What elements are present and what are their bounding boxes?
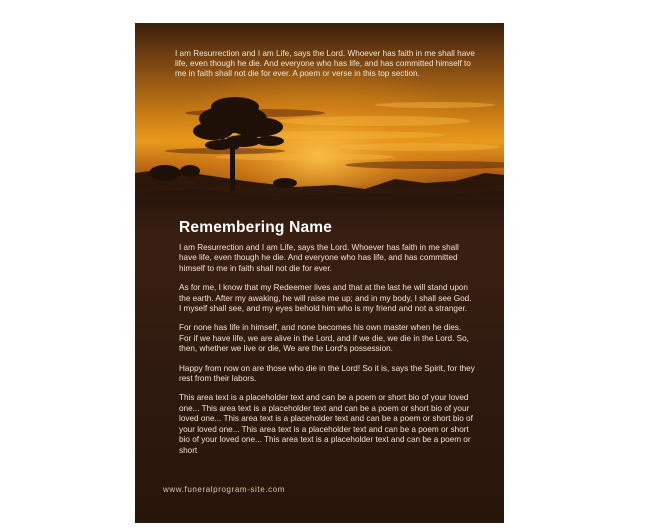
top-verse: I am Resurrection and I am Life, says the Lord. Whoever has faith in me shall have life, even though he die. And everyone who has life, and has committed himself to me in faith shall not die for ever. A poem or verse in this top section. <box>175 49 475 79</box>
body-text <box>179 243 475 465</box>
paragraph: For none has life in himself, and none becomes his own master when he dies. For if we have life, we are alive in the Lord, and if we die, we die in the Lord. So, then, whether we live or die, We are the Lord's possession. <box>179 323 469 354</box>
paragraph: This area text is a placeholder text and can be a poem or short bio of your loved one... This area text is a placeholder text and can be a poem or short bio of your loved one... This area text is a placeholder text and can be a poem or short bio of your loved one... This area text is a placeholder text and can be a poem or short bio of your loved one... This area text is a placeholder text and can be a poem or short <box>179 393 473 455</box>
footer-url: www.funeralprogram-site.com <box>163 485 286 494</box>
paragraph: As for me, I know that my Redeemer lives and that at the last he will stand upon the earth. After my awaking, he will raise me up; and in my body, I shall see God. I myself shall see, and my eyes behold him who is my friend and not a stranger. <box>179 283 472 314</box>
program-page <box>135 23 504 523</box>
paragraph: I am Resurrection and I am Life, says the Lord. Whoever has faith in me shall have life, even though he die. And everyone who has life, and has committed himself to me in faith shall not die for ever. <box>179 243 459 273</box>
page-title: Remembering Name <box>179 219 333 236</box>
paragraph: Happy from now on are those who die in the Lord! So it is, says the Spirit, for they rest from their labors. <box>179 363 475 384</box>
